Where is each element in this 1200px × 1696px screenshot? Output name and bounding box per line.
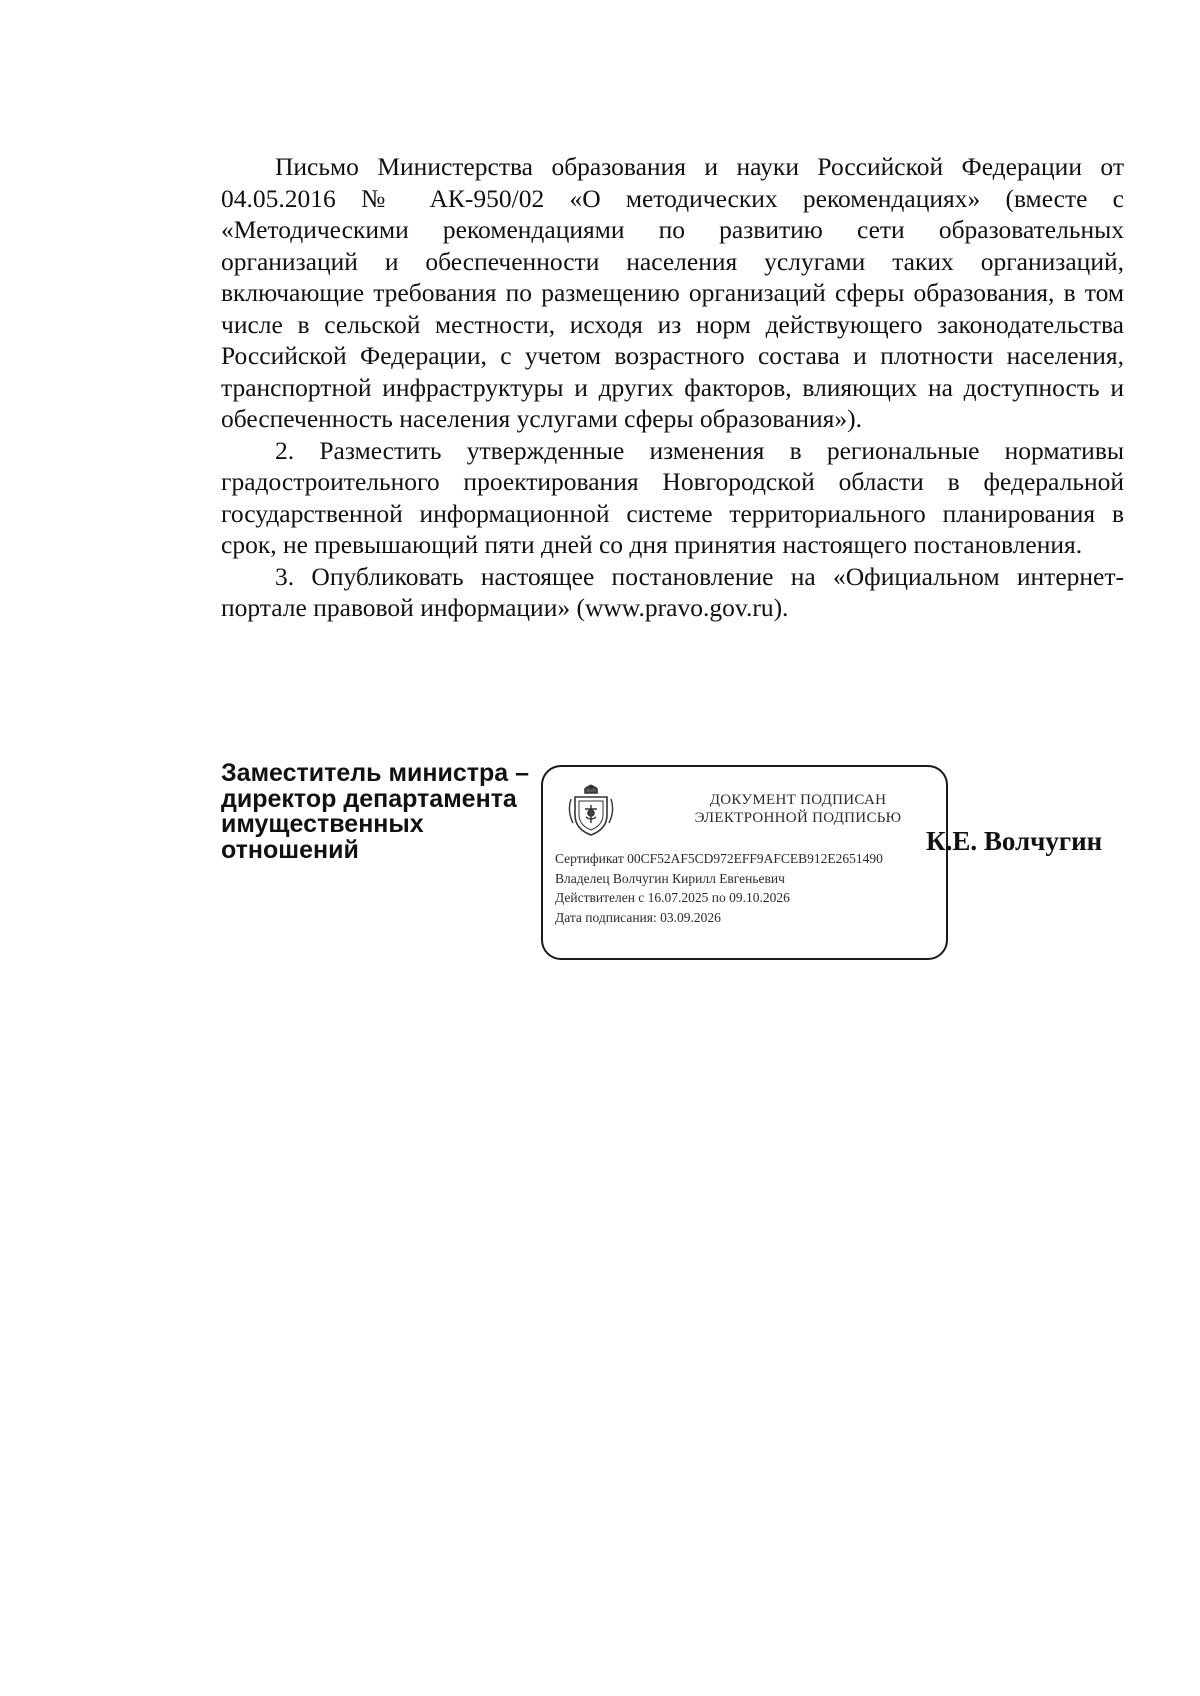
position-line: директор департамента — [221, 784, 517, 813]
stamp-title — [663, 791, 933, 827]
position-line: Заместитель министра – — [221, 759, 529, 787]
stamp-details — [555, 849, 947, 927]
position-line: отношений — [221, 835, 359, 864]
position-line: имущественных — [221, 810, 424, 838]
signing-date: Дата подписания: 03.09.2026 — [555, 909, 721, 925]
certificate-validity: Действителен с 16.07.2025 по 09.10.2026 — [555, 890, 790, 905]
stamp-title-line: ДОКУМЕНТ ПОДПИСАН — [709, 792, 887, 808]
paragraph-item-2: 2. Разместить утвержденные изменения в региональные нормативы градостроительного проектирования Новгородской области в федеральной государственной информационной системе территориального планирования в срок, не превышающий пяти дней со дня принятия настоящего постановления. — [221, 435, 1124, 559]
certificate-number: Сертификат 00CF52AF5CD972EFF9AFCEB912E2651490 — [555, 851, 883, 866]
paragraph-item-3: 3. Опубликовать настоящее постановление на «Официальном интернет-портале правовой информации» (www.pravo.gov.ru). — [221, 561, 1124, 622]
signatory-position — [221, 761, 541, 863]
coat-of-arms-icon — [567, 783, 615, 839]
stamp-title-line: ЭЛЕКТРОННОЙ ПОДПИСЬЮ — [694, 810, 902, 826]
certificate-owner: Владелец Волчугин Кирилл Евгеньевич — [555, 870, 785, 886]
signer-name: К.Е. Волчугин — [926, 826, 1103, 856]
electronic-signature-stamp — [541, 765, 948, 960]
document-body — [221, 151, 1124, 624]
paragraph-letter-reference: Письмо Министерства образования и науки Российской Федерации от 04.05.2016 № АК-950/02 «О методических рекомендациях» (вместе с «Методическими рекомендациями по развитию сети образовательных организаций и обеспеченности населения услугами таких организаций, включающие требования по размещению организаций сферы образования, в том числе в сельской местности, исходя из норм действующего законодательства Российской Федерации, с учетом возрастного состава и плотности населения, транспортной инфраструктуры и других факторов, влияющих на доступность и обеспеченность населения услугами сферы образования»). — [221, 152, 1124, 433]
